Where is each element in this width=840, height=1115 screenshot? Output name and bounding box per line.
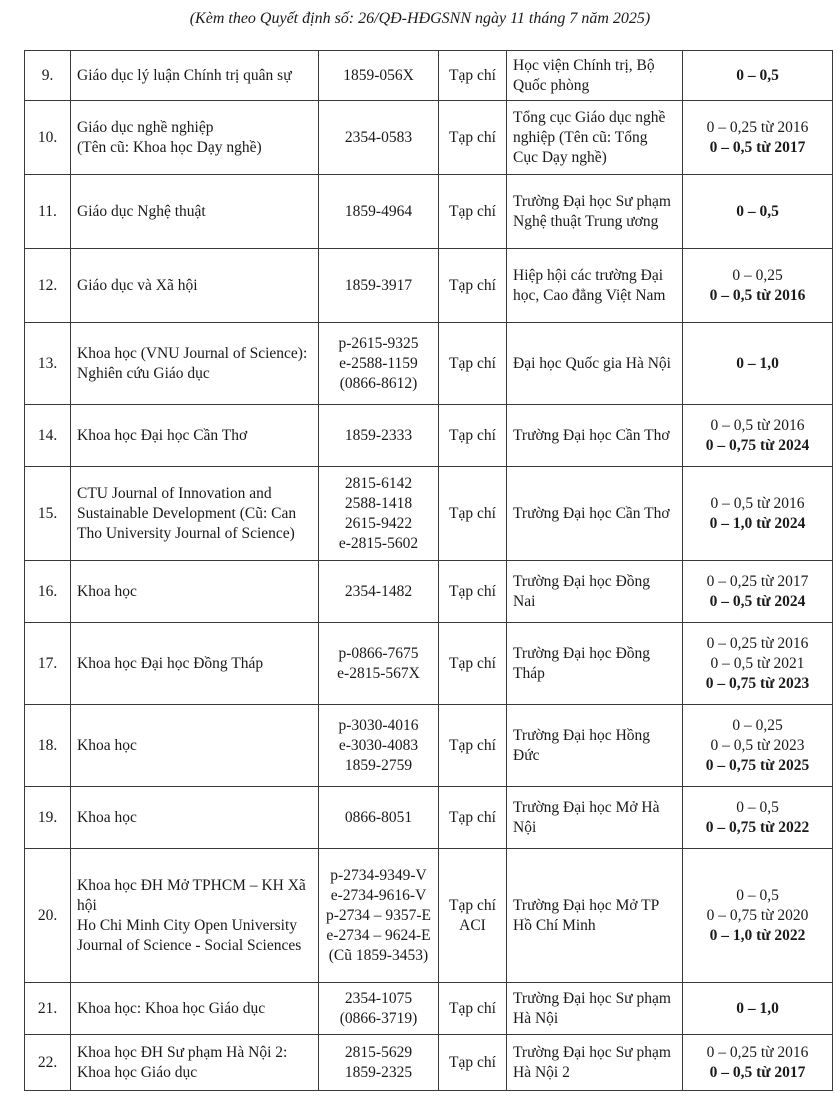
publication-type-line: Tạp chí (449, 654, 496, 672)
journal-name (71, 561, 319, 623)
issn-line: 1859-4964 (344, 202, 413, 220)
issn-line: 2615-9422 (344, 514, 413, 532)
publication-type-line: Tạp chí (449, 276, 496, 294)
table-row (25, 1035, 833, 1091)
journal-name-line: Khoa học (77, 582, 137, 600)
score-line: 0 – 0,25 từ 2016 (706, 634, 809, 652)
row-number: 17. (25, 623, 71, 705)
score-line: 0 – 1,0 (736, 354, 779, 372)
table-row (25, 561, 833, 623)
publisher-org-line: Đại học Quốc gia Hà Nội (513, 354, 671, 372)
table-row (25, 249, 833, 323)
publisher-org (507, 249, 683, 323)
score-range (683, 623, 833, 705)
issn-line: e-2734 – 9624-E (326, 926, 431, 944)
issn-cell (319, 849, 439, 983)
score-line: 0 – 0,25 (732, 716, 783, 734)
score-range (683, 51, 833, 101)
issn-line: (0866-3719) (339, 1009, 418, 1027)
table-row (25, 787, 833, 849)
score-line: 0 – 0,5 từ 2024 (709, 592, 806, 610)
journal-name (71, 1035, 319, 1091)
publication-type (439, 623, 507, 705)
journal-name-line: Ho Chi Minh City Open University Journal of Science - Social Sciences (77, 916, 302, 954)
issn-line: p-2734-9349-V (330, 866, 427, 884)
issn-line: 2815-6142 (344, 474, 413, 492)
issn-cell (319, 51, 439, 101)
journal-name-line: Khoa học (VNU Journal of Science): Nghiên cứu Giáo dục (77, 344, 308, 382)
score-line: 0 – 0,75 từ 2024 (705, 436, 810, 454)
score-line: 0 – 0,5 từ 2017 (709, 138, 806, 156)
publication-type-line: Tạp chí (449, 66, 496, 84)
score-line: 0 – 0,25 từ 2016 (706, 1043, 809, 1061)
score-range (683, 705, 833, 787)
score-line: 0 – 0,5 từ 2017 (709, 1063, 806, 1081)
issn-line: 1859-2333 (344, 426, 413, 444)
score-range (683, 175, 833, 249)
publication-type-line: Tạp chí (449, 999, 496, 1017)
publication-type-line: Tạp chí (449, 426, 496, 444)
score-line: 0 – 0,5 (736, 886, 779, 904)
score-range (683, 787, 833, 849)
journal-name-line: Khoa học (77, 736, 137, 754)
issn-line: 2588-1418 (344, 494, 413, 512)
score-range (683, 849, 833, 983)
journal-name (71, 849, 319, 983)
score-range (683, 249, 833, 323)
journal-name (71, 467, 319, 561)
issn-cell (319, 983, 439, 1035)
row-number: 19. (25, 787, 71, 849)
journal-name (71, 323, 319, 405)
issn-cell (319, 175, 439, 249)
table-row (25, 405, 833, 467)
issn-line: e-3030-4083 (338, 736, 419, 754)
publisher-org (507, 983, 683, 1035)
table-row (25, 51, 833, 101)
issn-line: p-2615-9325 (338, 334, 419, 352)
publisher-org-line: Trường Đại học Sư phạm Hà Nội 2 (513, 1043, 671, 1081)
publication-type-line: Tạp chí (449, 504, 496, 522)
publication-type-line: Tạp chí (449, 896, 496, 914)
issn-line: 2354-1075 (344, 989, 413, 1007)
issn-line: 2354-0583 (344, 128, 413, 146)
table-row (25, 175, 833, 249)
table-row (25, 983, 833, 1035)
issn-line: 2815-5629 (344, 1043, 413, 1061)
issn-cell (319, 705, 439, 787)
score-line: 0 – 0,25 từ 2017 (706, 572, 809, 590)
publication-type-line: Tạp chí (449, 582, 496, 600)
publication-type (439, 175, 507, 249)
issn-cell (319, 561, 439, 623)
journal-name-line: (Tên cũ: Khoa học Dạy nghề) (77, 138, 262, 156)
publication-type (439, 51, 507, 101)
journal-name-line: Giáo dục lý luận Chính trị quân sự (77, 66, 292, 84)
score-range (683, 405, 833, 467)
publisher-org-line: Trường Đại học Sư phạm Nghệ thuật Trung ương (513, 192, 671, 230)
row-number: 20. (25, 849, 71, 983)
issn-cell (319, 1035, 439, 1091)
publication-type (439, 1035, 507, 1091)
score-line: 0 – 0,5 từ 2016 (710, 494, 805, 512)
publisher-org (507, 51, 683, 101)
score-range (683, 983, 833, 1035)
publisher-org-line: Hiệp hội các trường Đại học, Cao đẳng Việt Nam (513, 266, 666, 304)
journal-name (71, 623, 319, 705)
publisher-org-line: Trường Đại học Sư phạm Hà Nội (513, 989, 671, 1027)
score-line: 0 – 0,25 (732, 266, 783, 284)
publication-type-line: ACI (459, 916, 486, 934)
journal-name-line: Khoa học: Khoa học Giáo dục (77, 999, 266, 1017)
row-number: 21. (25, 983, 71, 1035)
publisher-org (507, 849, 683, 983)
row-number: 13. (25, 323, 71, 405)
issn-line: 1859-2325 (344, 1063, 413, 1081)
publisher-org-line: Trường Đại học Cần Thơ (513, 504, 670, 522)
score-line: 0 – 0,5 từ 2016 (709, 286, 806, 304)
publisher-org (507, 467, 683, 561)
issn-cell (319, 467, 439, 561)
journal-name-line: CTU Journal of Innovation and Sustainable Development (Cũ: Can Tho University Journal of Science) (77, 484, 297, 542)
publisher-org-line: Trường Đại học Mở Hà Nội (513, 798, 660, 836)
row-number: 12. (25, 249, 71, 323)
journal-name (71, 51, 319, 101)
publisher-org-line: Trường Đại học Cần Thơ (513, 426, 670, 444)
table-row (25, 101, 833, 175)
journal-name-line: Giáo dục và Xã hội (77, 276, 198, 294)
document-header: (Kèm theo Quyết định số: 26/QĐ-HĐGSNN ngày 11 tháng 7 năm 2025) (189, 10, 651, 27)
publication-type (439, 323, 507, 405)
journal-name (71, 101, 319, 175)
publication-type-line: Tạp chí (449, 1053, 496, 1071)
score-line: 0 – 0,75 từ 2022 (705, 818, 810, 836)
publisher-org-line: Trường Đại học Mở TP Hồ Chí Minh (513, 896, 659, 934)
row-number: 9. (25, 51, 71, 101)
score-range (683, 323, 833, 405)
row-number: 16. (25, 561, 71, 623)
table-row (25, 705, 833, 787)
score-range (683, 467, 833, 561)
issn-line: p-0866-7675 (338, 644, 419, 662)
journal-name (71, 983, 319, 1035)
publication-type (439, 983, 507, 1035)
publisher-org-line: Trường Đại học Đồng Nai (513, 572, 651, 610)
score-line: 0 – 0,75 từ 2020 (706, 906, 809, 924)
publication-type-line: Tạp chí (449, 808, 496, 826)
journal-name (71, 705, 319, 787)
publisher-org-line: Trường Đại học Đồng Tháp (513, 644, 651, 682)
table-row (25, 323, 833, 405)
issn-cell (319, 101, 439, 175)
journal-name-line: Khoa học Đại học Đồng Tháp (77, 654, 264, 672)
score-line: 0 – 0,5 (736, 66, 779, 84)
journal-name (71, 175, 319, 249)
issn-line: (0866-8612) (339, 374, 418, 392)
publisher-org-line: Tổng cục Giáo dục nghề nghiệp (Tên cũ: Tổng Cục Dạy nghề) (513, 108, 666, 166)
publisher-org (507, 175, 683, 249)
publication-type-line: Tạp chí (449, 128, 496, 146)
row-number: 18. (25, 705, 71, 787)
journal-table (24, 50, 833, 1091)
score-line: 0 – 0,25 từ 2016 (706, 118, 809, 136)
publication-type (439, 405, 507, 467)
table-row (25, 467, 833, 561)
journal-table-body (25, 51, 833, 1091)
publisher-org (507, 323, 683, 405)
publisher-org (507, 405, 683, 467)
publisher-org-line: Trường Đại học Hồng Đức (513, 726, 651, 764)
row-number: 15. (25, 467, 71, 561)
score-line: 0 – 0,5 (736, 798, 779, 816)
issn-line: 1859-056X (343, 66, 414, 84)
issn-line: e-2815-567X (337, 664, 420, 682)
issn-line: 0866-8051 (344, 808, 413, 826)
publication-type (439, 705, 507, 787)
journal-name-line: Khoa học ĐH Mở TPHCM – KH Xã hội (77, 876, 306, 914)
score-line: 0 – 0,75 từ 2023 (705, 674, 810, 692)
row-number: 14. (25, 405, 71, 467)
publisher-org (507, 1035, 683, 1091)
score-line: 0 – 0,5 (736, 202, 779, 220)
issn-line: 2354-1482 (344, 582, 413, 600)
journal-name-line: Giáo dục Nghệ thuật (77, 202, 206, 220)
score-range (683, 1035, 833, 1091)
journal-name-line: Khoa học (77, 808, 137, 826)
journal-name-line: Giáo dục nghề nghiệp (77, 118, 214, 136)
journal-name (71, 405, 319, 467)
issn-line: (Cũ 1859-3453) (328, 946, 429, 964)
issn-cell (319, 249, 439, 323)
score-line: 0 – 1,0 từ 2024 (709, 514, 806, 532)
issn-cell (319, 787, 439, 849)
journal-name-line: Khoa học ĐH Sư phạm Hà Nội 2: Khoa học Giáo dục (77, 1043, 288, 1081)
publication-type (439, 849, 507, 983)
row-number: 10. (25, 101, 71, 175)
issn-line: p-3030-4016 (338, 716, 419, 734)
score-line: 0 – 0,75 từ 2025 (705, 756, 810, 774)
issn-line: p-2734 – 9357-E (325, 906, 432, 924)
issn-line: e-2734-9616-V (330, 886, 427, 904)
issn-line: e-2588-1159 (339, 354, 418, 372)
publisher-org (507, 705, 683, 787)
score-line: 0 – 1,0 (736, 999, 779, 1017)
row-number: 11. (25, 175, 71, 249)
publication-type (439, 787, 507, 849)
score-range (683, 101, 833, 175)
publisher-org (507, 101, 683, 175)
publication-type (439, 561, 507, 623)
publication-type-line: Tạp chí (449, 202, 496, 220)
journal-name-line: Khoa học Đại học Cần Thơ (77, 426, 248, 444)
issn-cell (319, 323, 439, 405)
score-line: 0 – 0,5 từ 2021 (710, 654, 805, 672)
publisher-org (507, 561, 683, 623)
score-line: 0 – 0,5 từ 2023 (710, 736, 805, 754)
table-row (25, 623, 833, 705)
score-line: 0 – 1,0 từ 2022 (709, 926, 806, 944)
publisher-org (507, 787, 683, 849)
issn-line: 1859-3917 (344, 276, 413, 294)
publisher-org-line: Học viện Chính trị, Bộ Quốc phòng (513, 56, 655, 94)
score-line: 0 – 0,5 từ 2016 (710, 416, 805, 434)
publication-type-line: Tạp chí (449, 354, 496, 372)
issn-line: e-2815-5602 (338, 534, 419, 552)
publication-type (439, 249, 507, 323)
issn-cell (319, 623, 439, 705)
journal-name (71, 787, 319, 849)
issn-line: 1859-2759 (344, 756, 413, 774)
row-number: 22. (25, 1035, 71, 1091)
publication-type (439, 467, 507, 561)
publisher-org (507, 623, 683, 705)
issn-cell (319, 405, 439, 467)
score-range (683, 561, 833, 623)
publication-type (439, 101, 507, 175)
publication-type-line: Tạp chí (449, 736, 496, 754)
journal-name (71, 249, 319, 323)
table-row (25, 849, 833, 983)
